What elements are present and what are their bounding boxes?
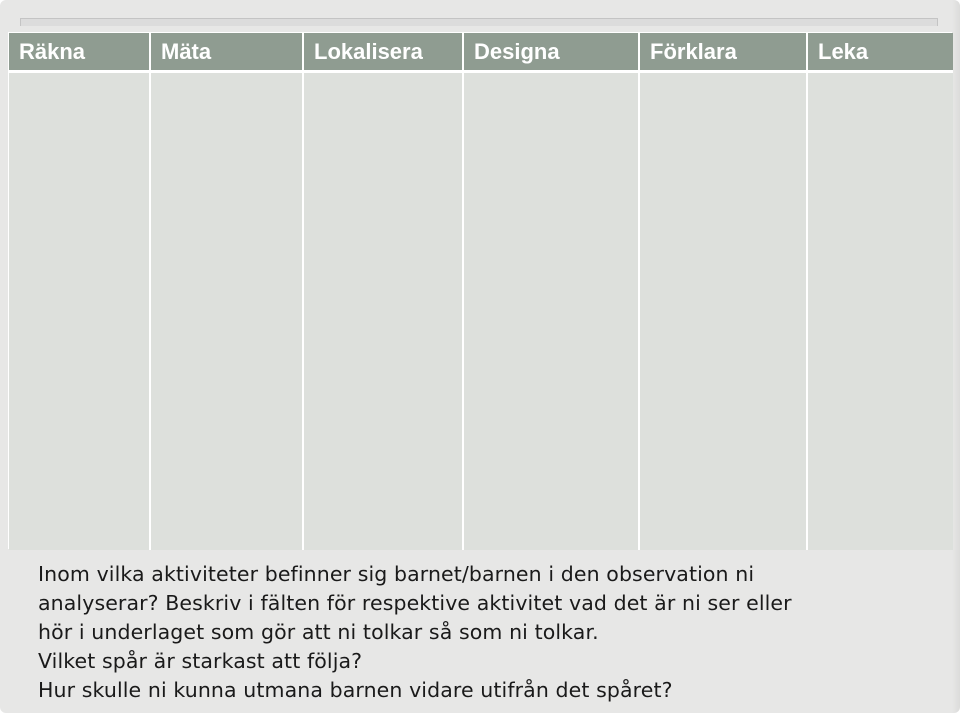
header-rakna: Räkna bbox=[9, 33, 151, 70]
header-mata: Mäta bbox=[151, 33, 304, 70]
instruction-line: analyserar? Beskriv i fälten för respektive aktivitet vad det är ni ser eller bbox=[38, 591, 792, 615]
header-lokalisera: Lokalisera bbox=[304, 33, 464, 70]
header-forklara: Förklara bbox=[640, 33, 808, 70]
cell-mata[interactable] bbox=[151, 70, 304, 550]
instruction-line: Vilket spår är starkast att följa? bbox=[38, 649, 363, 673]
cell-lokalisera[interactable] bbox=[304, 70, 464, 550]
header-designa: Designa bbox=[464, 33, 640, 70]
instruction-line: Hur skulle ni kunna utmana barnen vidare utifrån det spåret? bbox=[38, 678, 673, 702]
cell-leka[interactable] bbox=[808, 70, 953, 550]
cell-designa[interactable] bbox=[464, 70, 640, 550]
instruction-text bbox=[38, 560, 918, 705]
activity-table bbox=[8, 32, 952, 549]
cell-forklara[interactable] bbox=[640, 70, 808, 550]
instruction-line: hör i underlaget som gör att ni tolkar så som ni tolkar. bbox=[38, 620, 599, 644]
cell-rakna[interactable] bbox=[9, 70, 151, 550]
instruction-line: Inom vilka aktiviteter befinner sig barnet/barnen i den observation ni bbox=[38, 562, 755, 586]
header-leka: Leka bbox=[808, 33, 953, 70]
top-decorative-rule bbox=[20, 18, 938, 26]
slide-edge-shadow bbox=[952, 0, 960, 713]
